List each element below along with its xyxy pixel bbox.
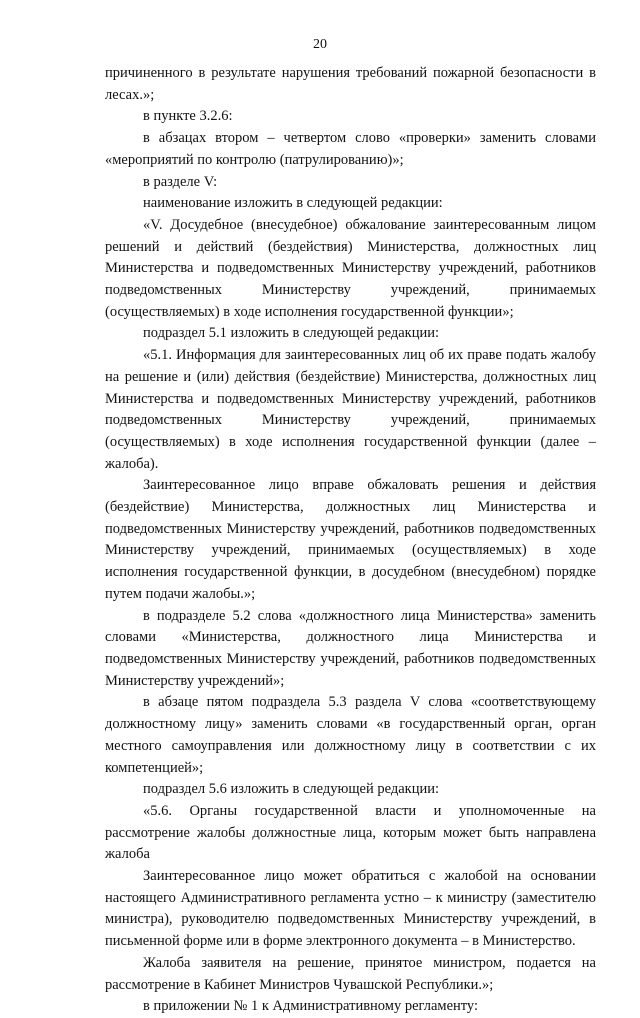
document-body [105,63,596,1018]
paragraph-15: Жалоба заявителя на решение, принятое министром, подается на рассмотрение в Кабинет Министров Чувашской Республики.»; [105,954,596,993]
page-number: 20 [313,37,327,52]
paragraph-10: в подразделе 5.2 слова «должностного лица Министерства» заменить словами «Министерства, должностного лица Министерства и подведомственных Министерству учреждений, работников подведомственных Министерству учреждений»; [105,607,596,689]
paragraph-13: «5.6. Органы государственной власти и уполномоченные на рассмотрение жалобы должностные лица, которым может быть направлена жалоба [105,802,596,863]
paragraph-7: подраздел 5.1 изложить в следующей редакции: [143,325,440,342]
paragraph-2: в пункте 3.2.6: [143,108,233,125]
paragraph-3: в абзацах втором – четвертом слово «проверки» заменить словами «мероприятий по контролю (патрулированию)»; [105,130,596,168]
paragraph-4: в разделе V: [143,173,218,190]
paragraph-8: «5.1. Информация для заинтересованных лиц об их праве подать жалобу на решение и (или) действия (бездействие) Министерства, должностных лиц Министерства и подведомственных Министерству учреждений, работников подведомственных Министерству учреждений, принимаемых (осуществляемых) в ходе исполнения государственной функции (далее – жалоба). [105,347,596,472]
paragraph-14: Заинтересованное лицо может обратиться с жалобой на основании настоящего Административного регламента устно – к министру (заместителю министра), руководителю подведомственных Министерству учреждений, в письменной форме или в форме электронного документа – в Министерство. [105,868,596,950]
paragraph-16: в приложении № 1 к Административному регламенту: [143,998,479,1015]
paragraph-9: Заинтересованное лицо вправе обжаловать решения и действия (бездействие) Министерства, должностных лиц Министерства и подведомственных Министерству учреждений, работников подведомственных Министерству учреждений, принимаемых (осуществляемых) в ходе исполнения государственной функции, в досудебном (внесудебном) порядке путем подачи жалобы.»; [105,477,596,602]
paragraph-6: «V. Досудебное (внесудебное) обжалование заинтересованным лицом решений и действий (бездействия) Министерства, должностных лиц Министерства и подведомственных Министерству учреждений, работников подведомственных Министерству учреждений, принимаемых (осуществляемых) в ходе исполнения государственной функции»; [105,216,596,320]
paragraph-12: подраздел 5.6 изложить в следующей редакции: [143,781,440,798]
paragraph-11: в абзаце пятом подраздела 5.3 раздела V слова «соответствующему должностному лицу» заменить словами «в государственный орган, орган местного самоуправления или должностному лицу в соответствии с их компетенцией»; [105,694,596,776]
paragraph-5: наименование изложить в следующей редакции: [143,195,443,212]
paragraph-1: причиненного в результате нарушения требований пожарной безопасности в лесах.»; [105,65,596,103]
